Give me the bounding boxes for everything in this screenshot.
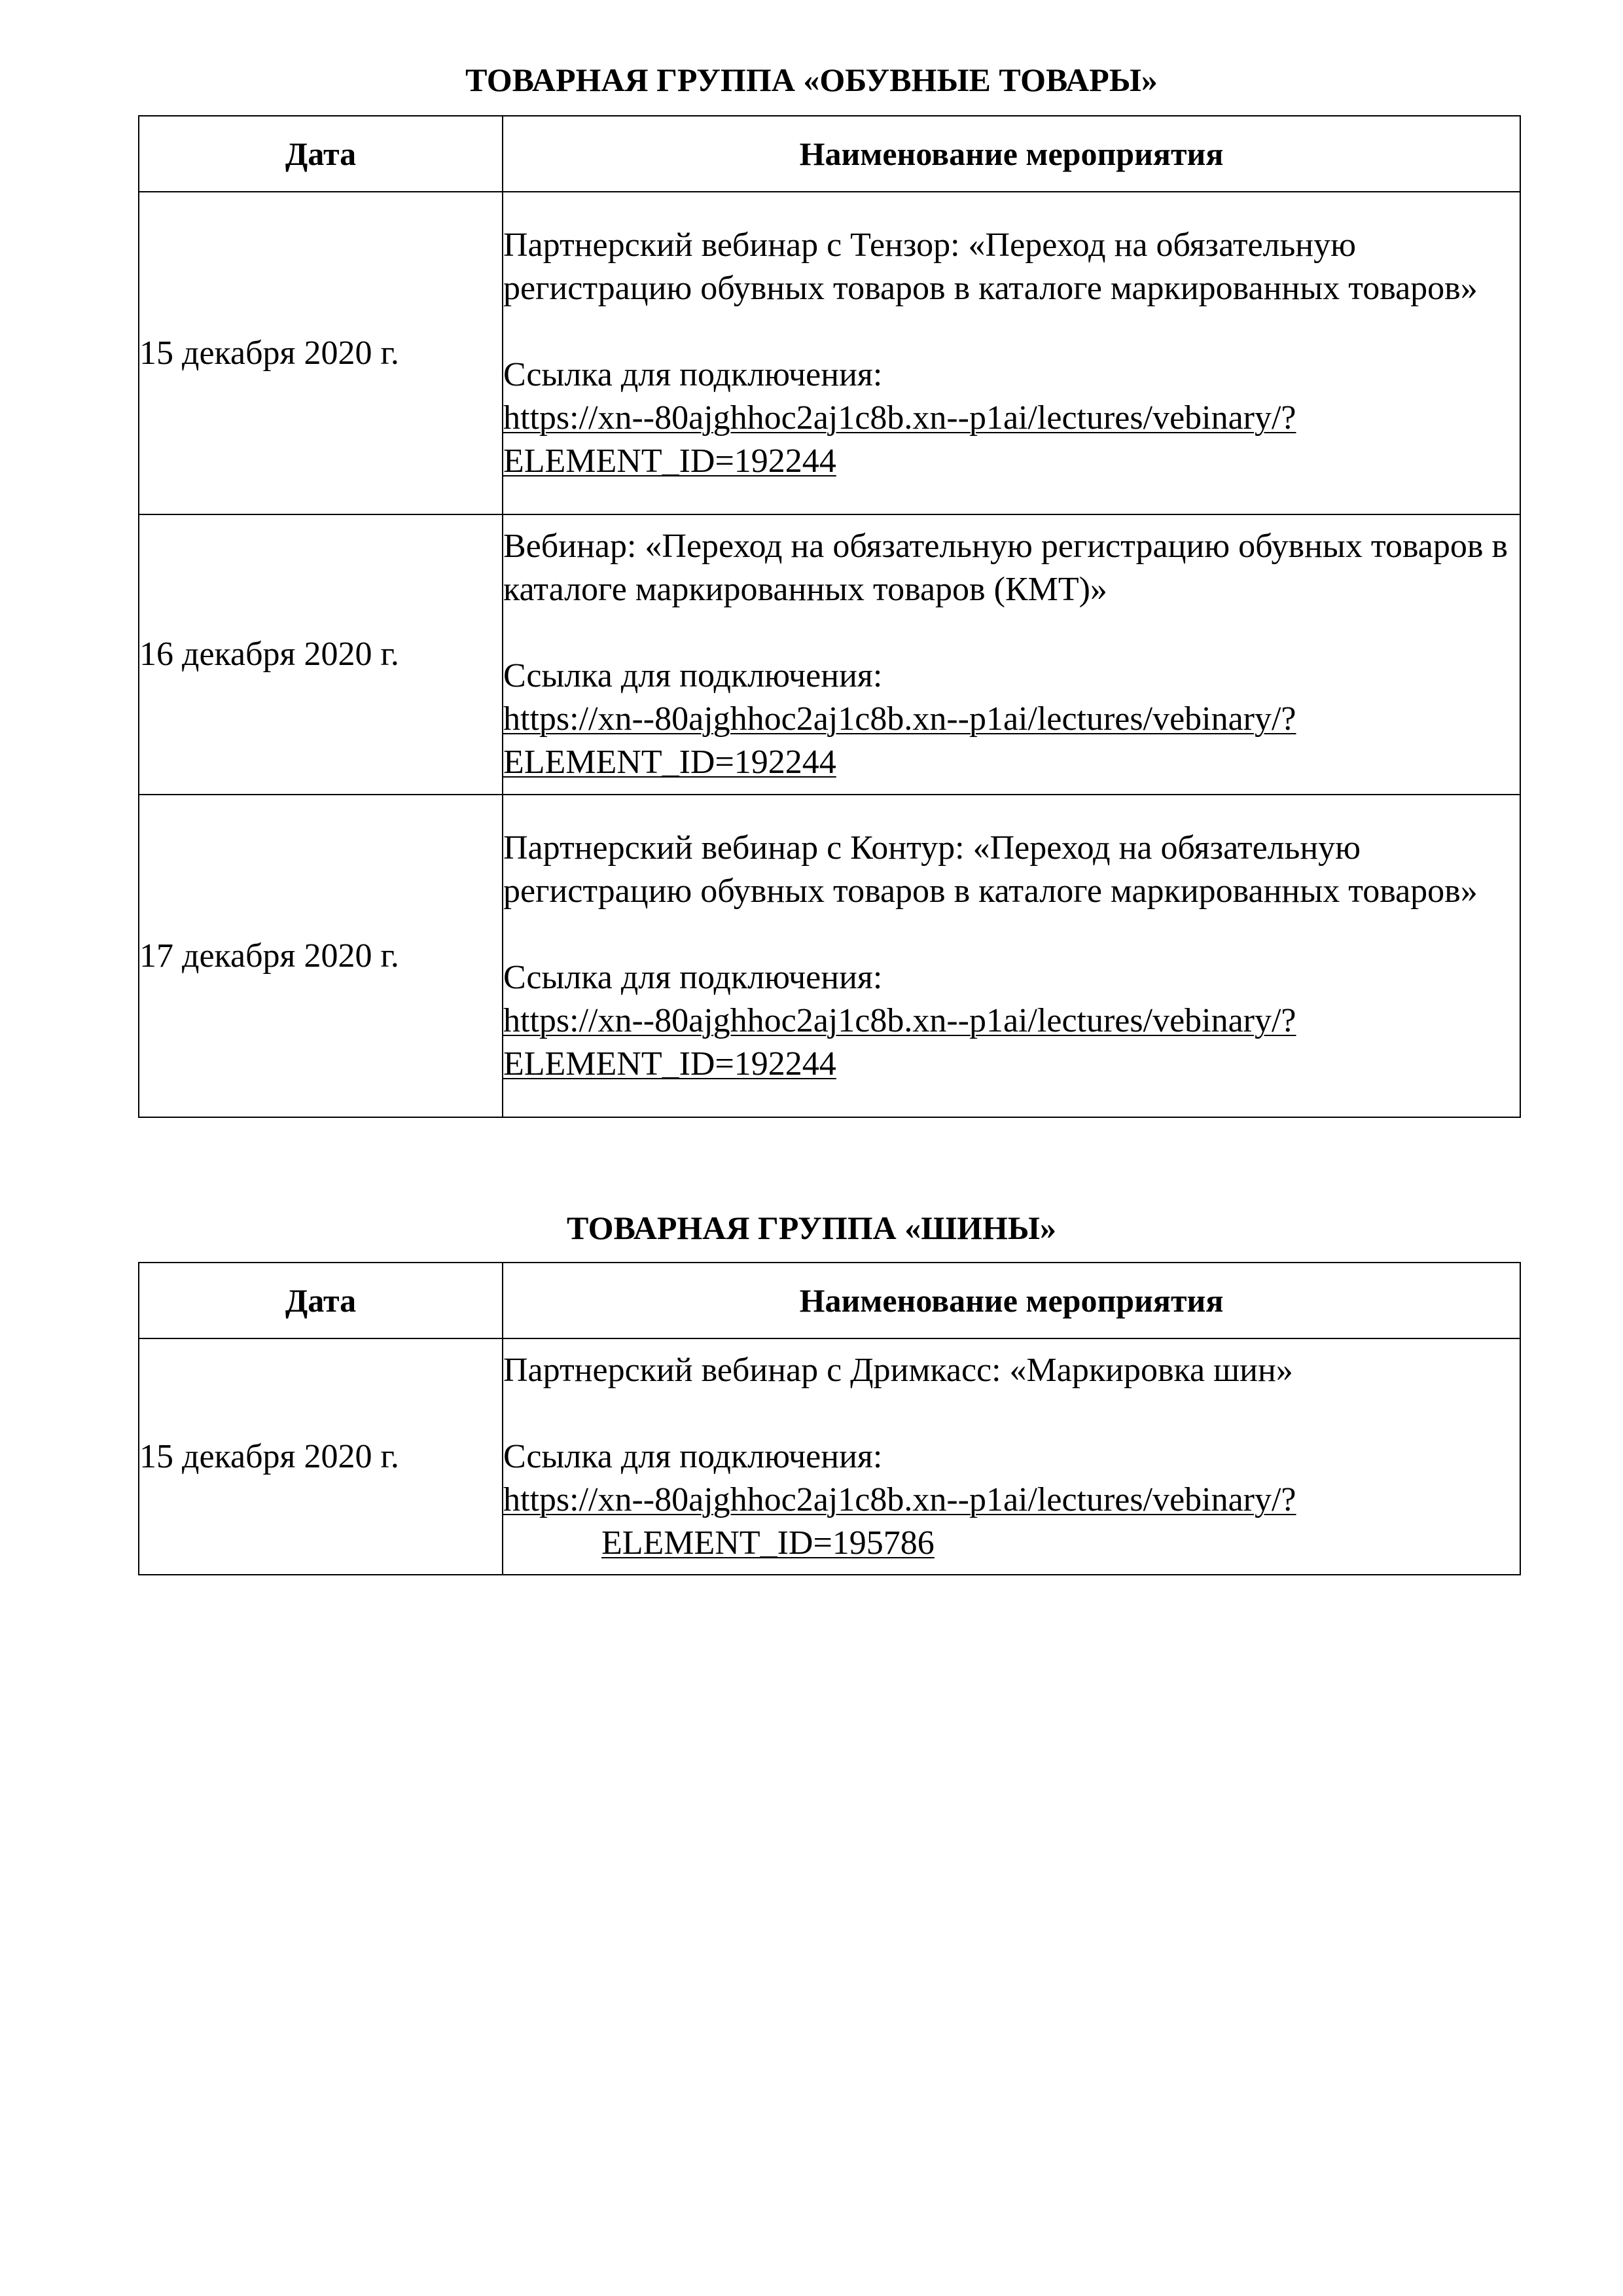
event-cell (503, 514, 1520, 795)
event-date: 17 декабря 2020 г. (139, 795, 503, 1117)
events-table-tires (138, 1262, 1521, 1575)
section-title-shoes: ТОВАРНАЯ ГРУППА «ОБУВНЫЕ ТОВАРЫ» (465, 62, 1158, 98)
webinar-link[interactable] (503, 999, 1520, 1086)
table-header-row (139, 1263, 1520, 1338)
event-title: Партнерский вебинар с Контур: «Переход на обязательную регистрацию обувных товаров в каталоге маркированных товаров» (503, 829, 1478, 910)
link-label: Ссылка для подключения: (503, 355, 883, 393)
table-row (139, 795, 1520, 1117)
event-title: Партнерский вебинар с Дримкасс: «Маркировка шин» (503, 1351, 1293, 1389)
column-header-date: Дата (139, 116, 503, 192)
event-title: Партнерский вебинар с Тензор: «Переход на обязательную регистрацию обувных товаров в каталоге маркированных товаров» (503, 226, 1478, 307)
section-title-tires: ТОВАРНАЯ ГРУППА «ШИНЫ» (566, 1210, 1057, 1246)
link-label: Ссылка для подключения: (503, 1437, 883, 1475)
webinar-link[interactable] (503, 698, 1520, 784)
spacer (503, 913, 1520, 956)
column-header-event: Наименование мероприятия (503, 116, 1520, 192)
webinar-link-line2[interactable]: ELEMENT_ID=192244 (503, 442, 836, 480)
webinar-link-line1[interactable]: https://xn--80ajghhoc2aj1c8b.xn--p1ai/lectures/vebinary/? (503, 399, 1296, 437)
webinar-link-line1[interactable]: https://xn--80ajghhoc2aj1c8b.xn--p1ai/lectures/vebinary/? (503, 1001, 1296, 1039)
link-label: Ссылка для подключения: (503, 958, 883, 996)
table-row (139, 1338, 1520, 1575)
event-title: Вебинар: «Переход на обязательную регистрацию обувных товаров в каталоге маркированных товаров (КМТ)» (503, 528, 1508, 608)
link-label: Ссылка для подключения: (503, 657, 883, 694)
webinar-link-line2[interactable]: ELEMENT_ID=192244 (503, 744, 836, 781)
event-date: 15 декабря 2020 г. (139, 1338, 503, 1575)
webinar-link-line2[interactable]: ELEMENT_ID=192244 (503, 1045, 836, 1083)
table-header-row (139, 116, 1520, 192)
webinar-link-line2[interactable]: ELEMENT_ID=195786 (601, 1524, 935, 1562)
column-header-event: Наименование мероприятия (503, 1263, 1520, 1338)
spacer (503, 310, 1520, 353)
events-table-shoes (138, 115, 1521, 1118)
spacer (503, 1392, 1520, 1435)
spacer (503, 611, 1520, 655)
table-row (139, 192, 1520, 514)
table-row (139, 514, 1520, 795)
column-header-date: Дата (139, 1263, 503, 1338)
event-cell (503, 795, 1520, 1117)
event-date: 16 декабря 2020 г. (139, 514, 503, 795)
event-cell (503, 1338, 1520, 1575)
webinar-link[interactable] (503, 397, 1520, 483)
webinar-link-line1[interactable]: https://xn--80ajghhoc2aj1c8b.xn--p1ai/lectures/vebinary/? (503, 1480, 1296, 1518)
webinar-link[interactable] (503, 1479, 1520, 1565)
webinar-link-line1[interactable]: https://xn--80ajghhoc2aj1c8b.xn--p1ai/lectures/vebinary/? (503, 700, 1296, 738)
event-cell (503, 192, 1520, 514)
event-date: 15 декабря 2020 г. (139, 192, 503, 514)
